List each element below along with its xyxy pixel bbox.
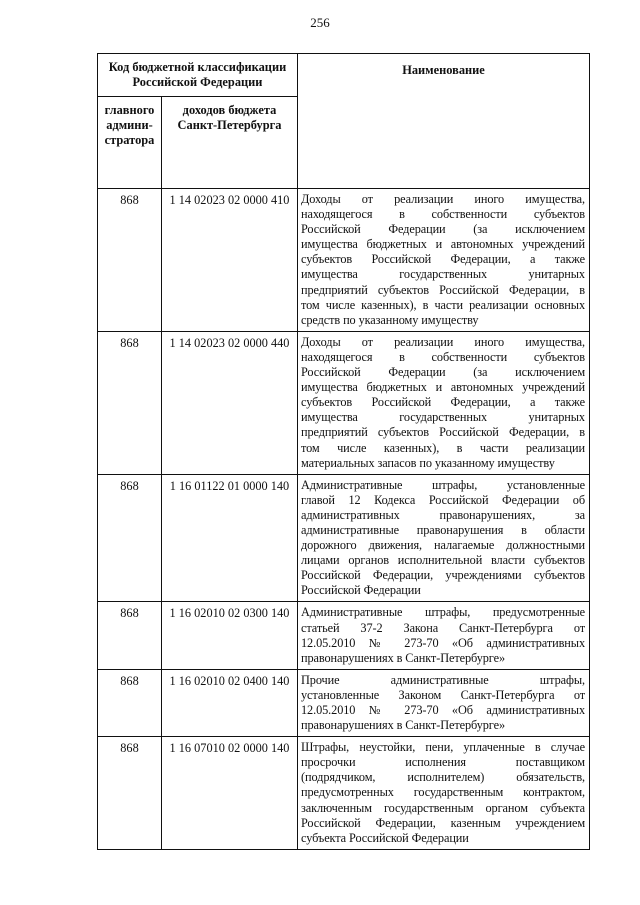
revenue-code-cell: 1 16 02010 02 0300 140 (162, 602, 298, 669)
name-cell (298, 331, 590, 474)
name-line: том числе казенных), в части реализации (301, 440, 585, 455)
admin-code-cell: 868 (98, 189, 162, 332)
name-line: Российской Федерации (за исключением (301, 365, 585, 380)
name-line: субъектов Российской Федерации, а также (301, 395, 585, 410)
header-code-group: Код бюджетной классификации Российской Федерации (98, 54, 298, 97)
name-line: дорожного движения, налагаемые должностными (301, 538, 585, 553)
name-line: Российской Федерации, учреждениями субъектов (301, 568, 585, 583)
name-line: административных правонарушениях, за (301, 507, 585, 522)
table-row (98, 602, 590, 669)
name-cell (298, 669, 590, 736)
table-row (98, 331, 590, 474)
name-line: (подрядчиком, исполнителем) обязательств, (301, 770, 585, 785)
name-line: 12.05.2010 № 273-70 «Об административных (301, 635, 585, 650)
revenue-code-cell: 1 14 02023 02 0000 440 (162, 331, 298, 474)
name-line: имущества бюджетных и автономных учреждений (301, 380, 585, 395)
name-line: имущества государственных унитарных (301, 410, 585, 425)
name-line: Российской Федерации (за исключением (301, 222, 585, 237)
revenue-code-cell: 1 16 02010 02 0400 140 (162, 669, 298, 736)
page-number: 256 (310, 15, 330, 30)
name-line: Административные штрафы, установленные (301, 477, 585, 492)
revenue-code-cell: 1 16 01122 01 0000 140 (162, 474, 298, 602)
name-line: административные правонарушения в области (301, 522, 585, 537)
name-line: находящегося в собственности субъектов (301, 349, 585, 364)
revenue-code-cell: 1 16 07010 02 0000 140 (162, 737, 298, 850)
name-line: материальных запасов по указанному имуществу (301, 455, 555, 470)
name-line: Доходы от реализации иного имущества, (301, 192, 585, 206)
name-line: том числе казенных), в части реализации основных (301, 297, 585, 312)
name-line: имущества государственных унитарных (301, 267, 585, 282)
name-line: имущества бюджетных и автономных учреждений (301, 237, 585, 252)
name-line: средств по указанному имуществу (301, 312, 479, 327)
name-line: Штрафы, неустойки, пени, уплаченные в случае (301, 740, 585, 755)
header-admin: главного админи-стратора (98, 97, 162, 189)
name-line: субъектов Российской Федерации, а также (301, 252, 585, 267)
name-line: предприятий субъектов Российской Федерации, в (301, 425, 585, 440)
name-line: главой 12 Кодекса Российской Федерации об (301, 492, 585, 507)
name-cell (298, 602, 590, 669)
name-line: Российской Федерации, казенным учреждением (301, 815, 585, 830)
name-line: находящегося в собственности субъектов (301, 207, 585, 222)
admin-code-cell: 868 (98, 331, 162, 474)
name-line: субъекта Российской Федерации (301, 830, 469, 845)
budget-classification-table (97, 53, 590, 850)
name-line: Доходы от реализации иного имущества, (301, 334, 585, 349)
header-revenue: доходов бюджета Санкт-Петербурга (162, 97, 298, 189)
table-row (98, 737, 590, 850)
name-line: Прочие административные штрафы, (301, 672, 585, 687)
table-row (98, 474, 590, 602)
name-line: правонарушениях в Санкт-Петербурге» (301, 650, 505, 665)
name-line: статьей 37-2 Закона Санкт-Петербурга от (301, 620, 585, 635)
admin-code-cell: 868 (98, 669, 162, 736)
name-cell (298, 474, 590, 602)
name-line: просрочки исполнения поставщиком (301, 755, 585, 770)
table-row (98, 669, 590, 736)
name-line: 12.05.2010 № 273-70 «Об административных (301, 703, 585, 717)
name-line: заключенным государственным органом субъекта (301, 800, 585, 815)
table-row (98, 189, 590, 332)
name-line: правонарушениях в Санкт-Петербурге» (301, 718, 505, 733)
name-line: предусмотренных государственным контрактом, (301, 785, 585, 800)
admin-code-cell: 868 (98, 737, 162, 850)
name-line: установленные Законом Санкт-Петербурга от (301, 687, 585, 702)
name-line: предприятий субъектов Российской Федерации, в (301, 282, 585, 297)
header-name: Наименование (298, 54, 590, 189)
name-line: Российской Федерации (301, 583, 421, 598)
revenue-code-cell: 1 14 02023 02 0000 410 (162, 189, 298, 332)
name-cell (298, 737, 590, 850)
name-line: Административные штрафы, предусмотренные (301, 605, 585, 620)
name-line: лицами органов исполнительной власти субъектов (301, 553, 585, 568)
admin-code-cell: 868 (98, 474, 162, 602)
name-cell (298, 189, 590, 332)
admin-code-cell: 868 (98, 602, 162, 669)
